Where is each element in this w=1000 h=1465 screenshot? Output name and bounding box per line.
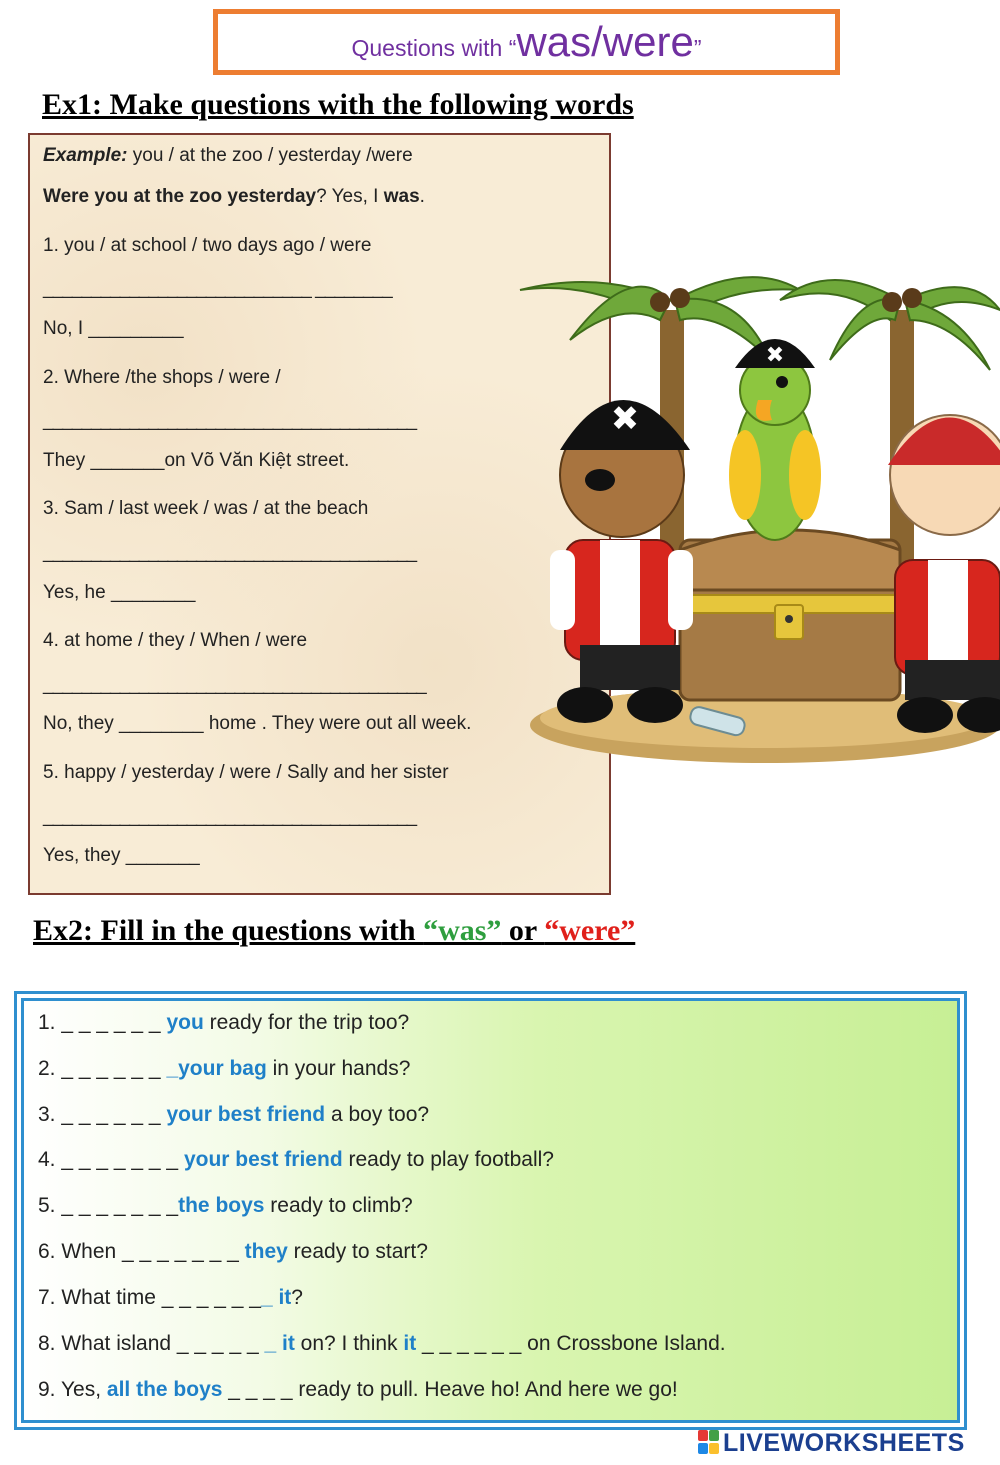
pirates-clipart-icon (510, 250, 1000, 770)
blank[interactable]: 3. _ _ _ _ _ _ (38, 1103, 167, 1126)
pirates-illustration (510, 250, 1000, 770)
rest: on? I think (294, 1332, 404, 1355)
ex2-question-item[interactable] (38, 1057, 410, 1081)
blank[interactable]: 4. _ _ _ _ _ _ _ (38, 1148, 184, 1171)
ex1-answer-blank[interactable]: ________________________________________ (43, 674, 426, 695)
svg-text:✖: ✖ (765, 343, 785, 368)
ex2-heading-was: “was” (423, 914, 502, 947)
ex2-question-item[interactable] (38, 1148, 554, 1172)
rest: in your hands? (266, 1057, 411, 1080)
rest: a boy too? (325, 1103, 430, 1126)
title-suffix: ” (693, 35, 702, 61)
example-answer-was: was (383, 186, 420, 207)
title-main: was/were (516, 18, 694, 65)
example-answer-question: Were you at the zoo yesterday (43, 186, 317, 207)
ex1-line: 5. happy / yesterday / were / Sally and her sister (43, 762, 449, 783)
ex2-question-item[interactable] (38, 1103, 429, 1127)
ex2-question-item[interactable] (38, 1286, 303, 1310)
ex1-line[interactable]: No, they ________ home . They were out all week. (43, 713, 472, 734)
ex1-answer-blank[interactable]: ____________________________ ________ (43, 278, 392, 299)
ex2-question-item[interactable] (38, 1332, 726, 1356)
ex1-line: 1. you / at school / two days ago / were (43, 235, 372, 256)
ex2-exercise-frame (14, 991, 967, 1430)
worksheet-title-box (213, 9, 840, 75)
ex1-answer-blank[interactable]: _______________________________________ (43, 806, 417, 827)
ex1-answer-blank[interactable]: _______________________________________ (43, 542, 417, 563)
ex2-heading-prefix: Ex2: Fill in the questions with (33, 914, 424, 947)
subject: your best friend (166, 1103, 326, 1126)
ex2-question-item[interactable] (38, 1378, 678, 1402)
rest[interactable]: _ _ _ _ _ _ on Crossbone Island. (416, 1332, 726, 1355)
blank[interactable]: 1. _ _ _ _ _ _ (38, 1011, 167, 1034)
ex2-question-item[interactable] (38, 1240, 428, 1264)
rest: ready to climb? (264, 1194, 413, 1217)
subject: the boys (178, 1194, 265, 1217)
ex1-line[interactable]: They _______on Võ Văn Kiệt street. (43, 450, 350, 471)
subject: _ it (260, 1286, 292, 1309)
blank[interactable]: 8. What island _ _ _ _ _ (38, 1332, 265, 1355)
rest: ready to play football? (342, 1148, 554, 1171)
liveworksheets-logo-icon (698, 1430, 720, 1456)
blank[interactable]: 6. When _ _ _ _ _ _ _ (38, 1240, 245, 1263)
ex2-heading-or: or (501, 914, 545, 947)
subject: _ it (264, 1332, 295, 1355)
liveworksheets-logo (698, 1428, 965, 1458)
subject: they (244, 1240, 288, 1263)
prefix: 9. Yes, (38, 1378, 107, 1401)
blank[interactable]: 2. _ _ _ _ _ _ (38, 1057, 167, 1080)
logo-text: LIVEWORKSHEETS (723, 1428, 965, 1457)
ex1-line: 4. at home / they / When / were (43, 630, 308, 651)
rest: ready to start? (287, 1240, 428, 1263)
ex1-line: 3. Sam / last week / was / at the beach (43, 498, 369, 519)
ex1-line[interactable]: Yes, they _______ (43, 845, 200, 866)
ex1-line: 2. Where /the shops / were / (43, 367, 281, 388)
ex1-line[interactable]: No, I _________ (43, 318, 184, 339)
ex2-question-item[interactable] (38, 1194, 413, 1218)
subject: all the boys (106, 1378, 223, 1401)
subject: you (166, 1011, 204, 1034)
ex1-example-line (43, 145, 413, 167)
example-label: Example: (43, 145, 128, 166)
subject: it (403, 1332, 417, 1355)
blank[interactable]: 5. _ _ _ _ _ _ _ (38, 1194, 179, 1217)
example-answer-mid: ? Yes, I (316, 186, 384, 207)
rest: ready for the trip too? (203, 1011, 410, 1034)
svg-text:✖: ✖ (610, 399, 640, 439)
ex1-line[interactable]: Yes, he ________ (43, 582, 196, 603)
rest[interactable]: _ _ _ _ ready to pull. Heave ho! And here we go! (222, 1378, 678, 1401)
ex2-exercise-box (21, 998, 960, 1423)
ex2-heading-were: “were” (544, 914, 636, 947)
subject: your best friend (183, 1148, 343, 1171)
blank[interactable]: 7. What time _ _ _ _ _ _ (38, 1286, 261, 1309)
rest: ? (291, 1286, 303, 1309)
ex1-heading: Ex1: Make questions with the following words (42, 88, 634, 121)
ex2-heading (33, 914, 635, 948)
ex1-answer-blank[interactable]: _______________________________________ (43, 410, 417, 431)
example-answer-end: . (419, 186, 425, 207)
subject: _your bag (166, 1057, 267, 1080)
example-text: you / at the zoo / yesterday /were (127, 145, 413, 166)
title-prefix: Questions with “ (351, 35, 517, 61)
ex2-question-item[interactable] (38, 1011, 409, 1035)
ex1-example-answer (43, 186, 425, 208)
